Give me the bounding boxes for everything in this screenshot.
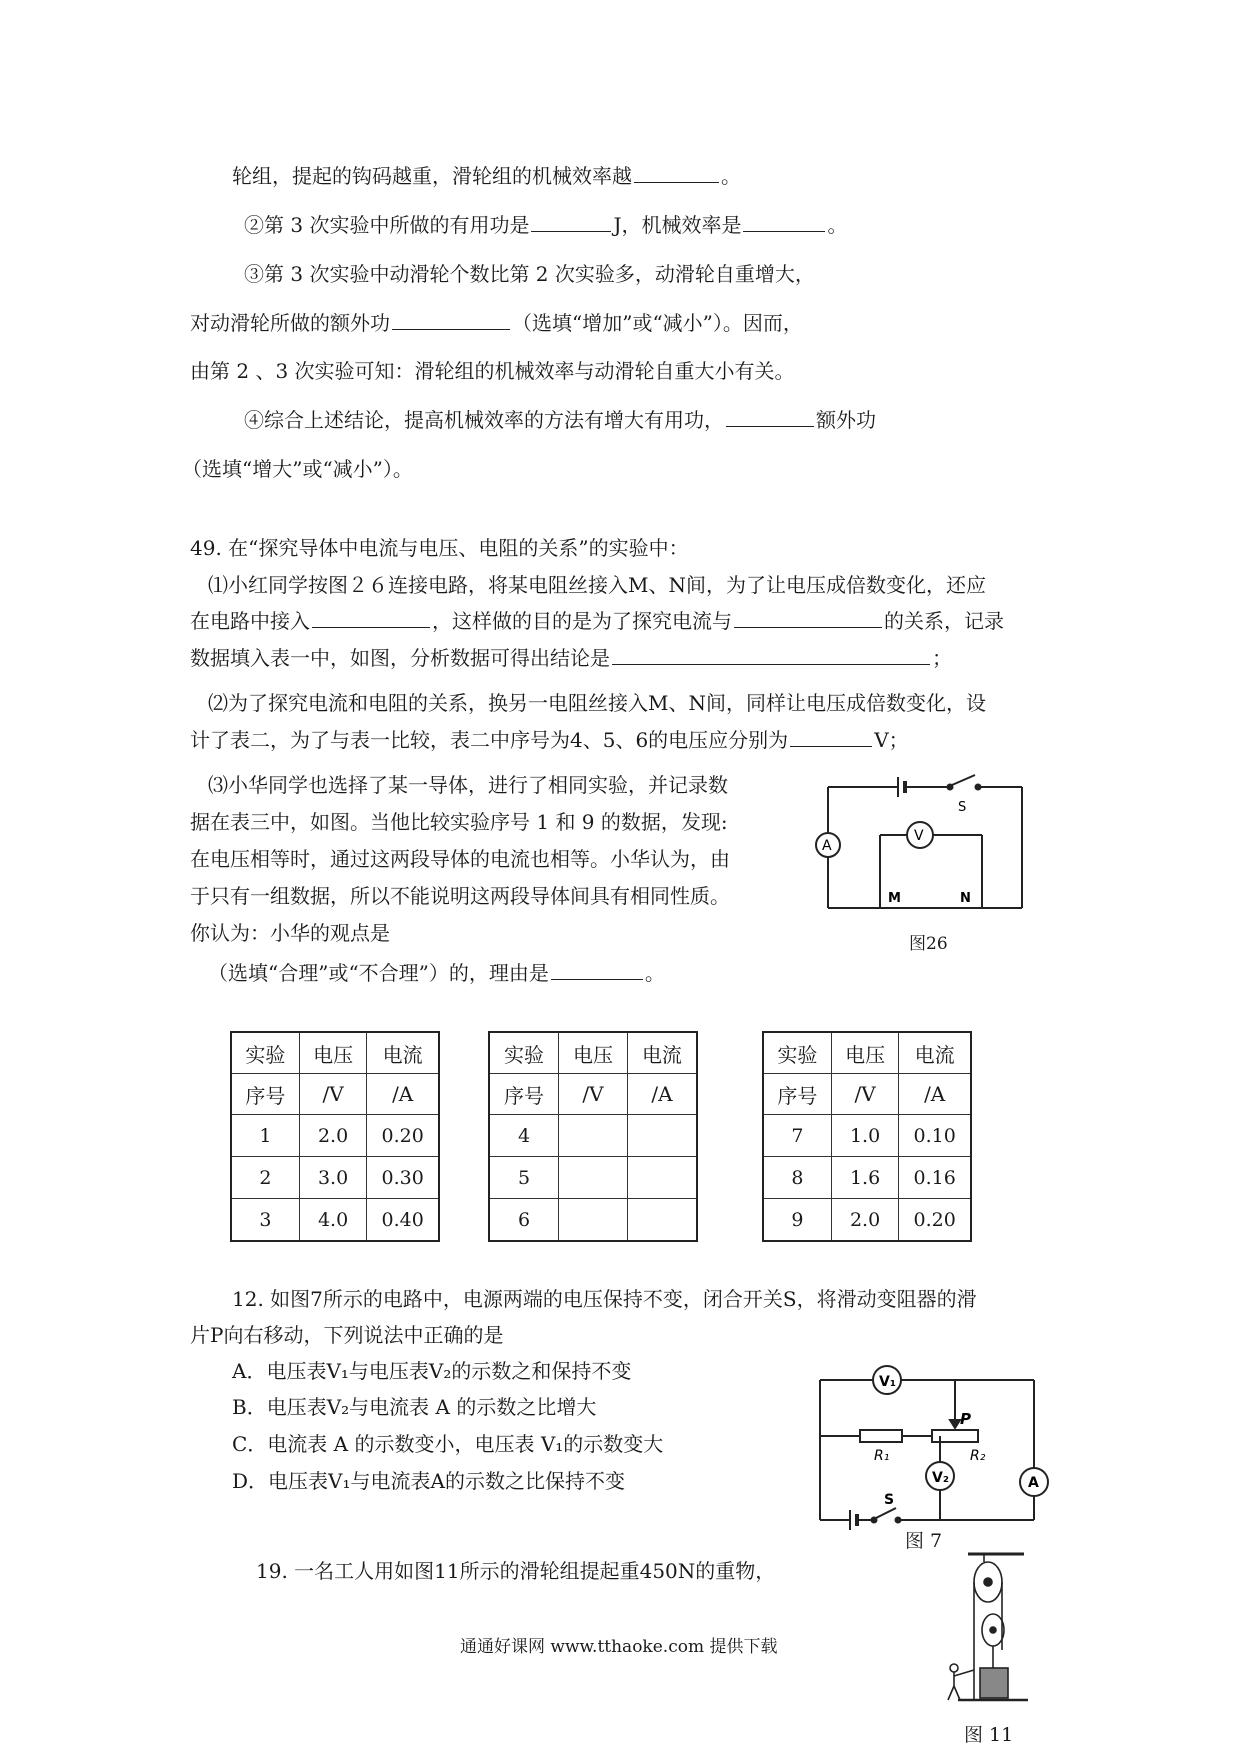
q49-p1-line1: ⑴小红同学按图２６连接电路，将某电阻丝接入M、N间，为了让电压成倍数变化，还应 (208, 573, 986, 597)
table-cell: 2.0 (299, 1115, 367, 1157)
q12-option-b[interactable]: B．电压表V₂与电流表 A 的示数之比增大 (232, 1395, 597, 1419)
header-voltage: 电压 (559, 1032, 628, 1074)
r1-label: R₁ (874, 1448, 890, 1464)
q49-p3-line2: 据在表三中，如图。当他比较实验序号 1 和 9 的数据，发现: (190, 810, 728, 834)
q49-p3-line3: 在电压相等时，通过这两段导体的电流也相等。小华认为，由 (190, 847, 730, 871)
q49-p1-text-a: 在电路中接入 (190, 609, 310, 633)
table-cell: 4.0 (299, 1199, 367, 1242)
q48-line2-text: ②第 3 次实验中所做的有用功是 (244, 213, 530, 237)
q12-option-d[interactable]: D．电压表V₁与电流表A的示数之比保持不变 (232, 1469, 625, 1493)
header-index: 实验 (231, 1032, 299, 1074)
figure-7-caption: 图 7 (905, 1530, 943, 1552)
switch-label: S (884, 1492, 895, 1508)
table-cell: 0.40 (367, 1199, 439, 1242)
q48-line4 (190, 310, 803, 336)
figure-26-circuit (810, 765, 1040, 913)
q48-line6-end: 额外功 (816, 408, 876, 432)
q49-p3-end: 。 (644, 961, 665, 985)
table-cell: 8 (763, 1157, 831, 1199)
answer-blank[interactable] (531, 213, 611, 232)
q49-p1-text-d: 数据填入表一中，如图，分析数据可得出结论是 (190, 646, 610, 670)
terminal-m-label: M (888, 891, 901, 906)
header-voltage-unit: /V (559, 1074, 628, 1115)
header-voltage-unit: /V (299, 1074, 367, 1115)
header-current-unit: /A (367, 1074, 439, 1115)
answer-blank[interactable] (312, 609, 430, 628)
q48-line1 (232, 163, 741, 189)
q48-line2-end: 。 (827, 213, 848, 237)
header-index-sub: 序号 (489, 1074, 559, 1115)
table-cell: 7 (763, 1115, 831, 1157)
table-cell: 0.10 (899, 1115, 971, 1157)
answer-blank[interactable] (743, 213, 825, 232)
q49-p3-line1: ⑶小华同学也选择了某一导体，进行了相同实验，并记录数 (208, 773, 728, 797)
terminal-n-label: N (960, 891, 971, 906)
table-cell: 0.20 (367, 1115, 439, 1157)
slider-p-label: P (960, 1410, 971, 1428)
q49-p1-line3 (190, 645, 952, 671)
page-footer: 通通好课网 www.tthaoke.com 提供下载 (460, 1637, 778, 1657)
answer-blank[interactable] (734, 609, 882, 628)
table-cell: 3 (231, 1199, 299, 1242)
table-cell: 1.0 (831, 1115, 899, 1157)
q48-line3: ③第 3 次实验中动滑轮个数比第 2 次实验多，动滑轮自重增大， (244, 262, 815, 286)
q48-line6-text: ④综合上述结论，提高机械效率的方法有增大有用功， (244, 408, 724, 432)
table-cell: 2.0 (831, 1199, 899, 1242)
header-index: 实验 (763, 1032, 831, 1074)
q12-option-c[interactable]: C．电流表 A 的示数变小，电压表 V₁的示数变大 (232, 1432, 664, 1456)
table-cell: 2 (231, 1157, 299, 1199)
table-cell: 6 (489, 1199, 559, 1242)
table-cell: 0.16 (899, 1157, 971, 1199)
table-cell-blank[interactable] (627, 1157, 697, 1199)
q48-line2-mid: J，机械效率是 (613, 213, 742, 237)
answer-blank[interactable] (634, 164, 719, 183)
table-cell: 5 (489, 1157, 559, 1199)
answer-blank[interactable] (790, 728, 872, 747)
q49-p2-line1: ⑵为了探究电流和电阻的关系，换另一电阻丝接入M、N间，同样让电压成倍数变化，设 (208, 691, 986, 715)
answer-blank[interactable] (726, 408, 814, 427)
q12-option-a[interactable]: A．电压表V₁与电压表V₂的示数之和保持不变 (232, 1359, 632, 1383)
q48-line4-end: （选填“增加”或“减小”）。因而， (512, 311, 803, 335)
q49-p2-line2 (190, 727, 909, 753)
header-voltage: 电压 (831, 1032, 899, 1074)
table-cell: 3.0 (299, 1157, 367, 1199)
figure-11-pulley (938, 1550, 1033, 1720)
header-current: 电流 (899, 1032, 971, 1074)
q48-line1-text: 轮组，提起的钩码越重，滑轮组的机械效率越 (232, 164, 632, 188)
table-cell: 9 (763, 1199, 831, 1242)
figure-11-caption: 图 11 (964, 1724, 1014, 1746)
ammeter-label: A (1028, 1475, 1039, 1491)
voltmeter-label: V (914, 828, 924, 844)
v1-label: V₁ (879, 1374, 896, 1390)
header-voltage: 电压 (299, 1032, 367, 1074)
table-cell-blank[interactable] (559, 1157, 628, 1199)
table-cell-blank[interactable] (627, 1115, 697, 1157)
table-cell-blank[interactable] (559, 1115, 628, 1157)
header-current-unit: /A (899, 1074, 971, 1115)
q48-line6 (244, 407, 876, 433)
header-voltage-unit: /V (831, 1074, 899, 1115)
q48-line7: （选填“增大”或“减小”）。 (182, 457, 413, 481)
data-table-3 (762, 1031, 972, 1242)
q49-p2-end: V； (874, 728, 909, 752)
table-cell: 1 (231, 1115, 299, 1157)
r2-label: R₂ (970, 1448, 986, 1464)
q48-line2 (244, 212, 847, 238)
data-table-2 (488, 1031, 698, 1242)
header-index-sub: 序号 (763, 1074, 831, 1115)
figure-7-circuit (812, 1358, 1062, 1530)
q49-title: 49. 在“探究导体中电流与电压、电阻的关系”的实验中： (190, 536, 689, 560)
q49-p3-line5: 你认为：小华的观点是 (190, 921, 390, 945)
q48-line1-end: 。 (721, 164, 741, 188)
q49-p3-line4: 于只有一组数据，所以不能说明这两段导体间具有相同性质。 (190, 884, 730, 908)
table-cell: 0.30 (367, 1157, 439, 1199)
q49-p1-line2 (190, 608, 1004, 634)
q12-stem-line1: 12. 如图7所示的电路中，电源两端的电压保持不变，闭合开关S，将滑动变阻器的滑 (232, 1287, 977, 1311)
header-index-sub: 序号 (231, 1074, 299, 1115)
table-cell-blank[interactable] (559, 1199, 628, 1242)
table-cell-blank[interactable] (627, 1199, 697, 1242)
answer-blank[interactable] (551, 961, 643, 980)
table-cell: 1.6 (831, 1157, 899, 1199)
q49-p3-text: （选填“合理”或“不合理”）的，理由是 (208, 961, 549, 985)
table-cell: 0.20 (899, 1199, 971, 1242)
figure-26-caption: 图26 (909, 934, 948, 954)
q48-line5: 由第 2 、3 次实验可知：滑轮组的机械效率与动滑轮自重大小有关。 (190, 359, 795, 383)
header-current-unit: /A (627, 1074, 697, 1115)
header-current: 电流 (627, 1032, 697, 1074)
q49-p1-text-c: 的关系，记录 (884, 609, 1004, 633)
q49-p1-text-e: ； (932, 646, 952, 670)
q49-p1-text-b: ，这样做的目的是为了探究电流与 (432, 609, 732, 633)
q12-stem-line2: 片P向右移动，下列说法中正确的是 (190, 1323, 504, 1347)
answer-blank[interactable] (392, 311, 510, 330)
header-current: 电流 (367, 1032, 439, 1074)
header-index: 实验 (489, 1032, 559, 1074)
q48-line4-text: 对动滑轮所做的额外功 (190, 311, 390, 335)
q49-p2-text: 计了表二，为了与表一比较，表二中序号为4、5、6的电压应分别为 (190, 728, 789, 752)
data-table-1 (230, 1031, 440, 1242)
v2-label: V₂ (932, 1470, 949, 1486)
table-cell: 4 (489, 1115, 559, 1157)
switch-label: S (958, 800, 967, 815)
q49-p3-line6 (208, 960, 665, 986)
q19-stem: 19. 一名工人用如图11所示的滑轮组提起重450N的重物， (256, 1559, 776, 1583)
ammeter-label: A (822, 838, 832, 854)
answer-blank[interactable] (612, 646, 930, 665)
